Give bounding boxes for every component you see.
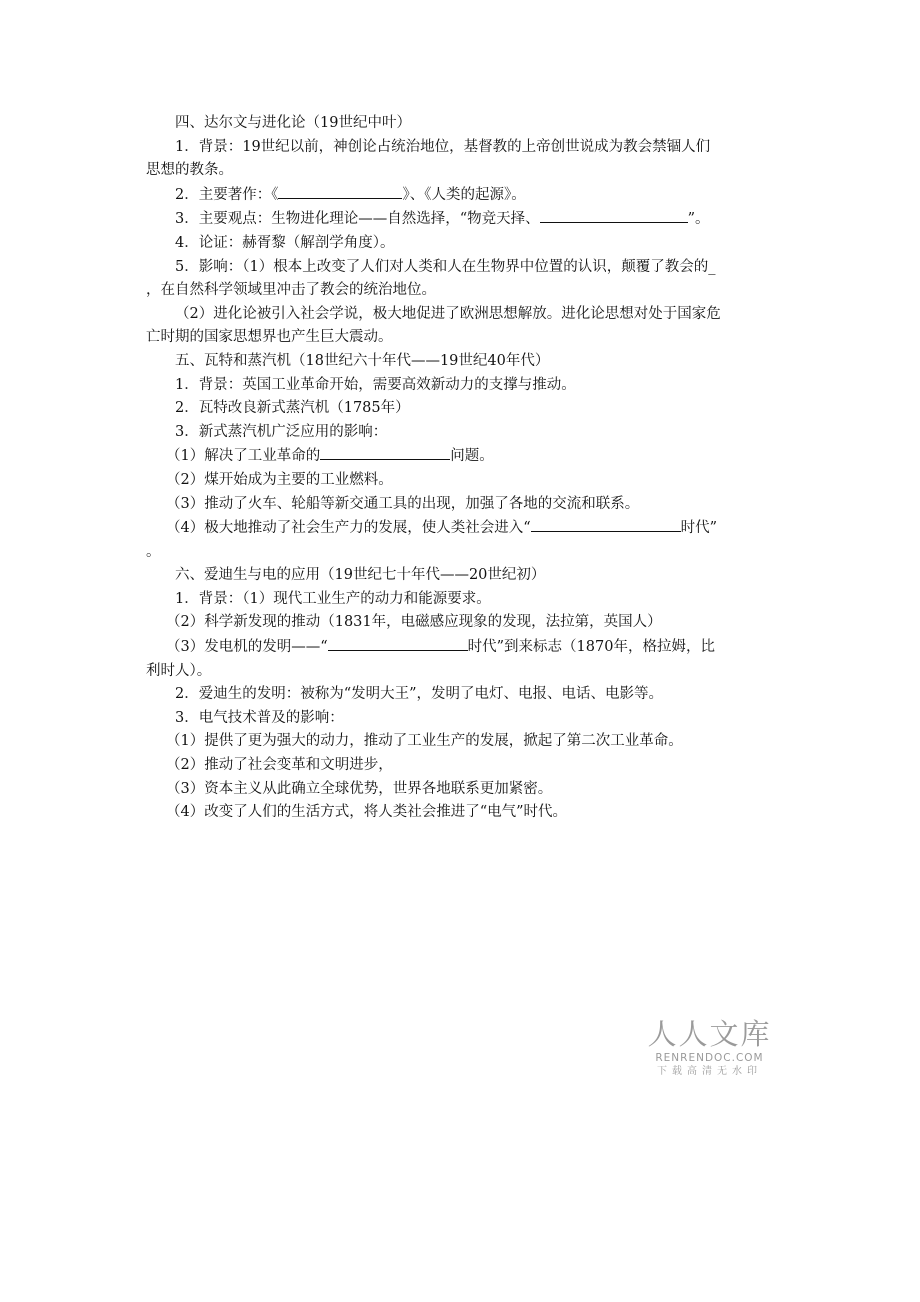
text: 3．主要观点：生物进化理论——自然选择，“物竞天择、 — [175, 211, 540, 228]
paragraph: 3．新式蒸汽机广泛应用的影响： — [175, 423, 388, 440]
paragraph: （2）煤开始成为主要的工业燃料。 — [166, 471, 393, 488]
fill-blank — [531, 516, 681, 532]
paragraph: 5．影响：（1）根本上改变了人们对人类和人在生物界中位置的认识，颠覆了教会的_ — [175, 258, 716, 275]
watermark-logo — [647, 1017, 772, 1079]
paragraph: （4）改变了人们的生活方式，将人类社会推进了“电气”时代。 — [166, 804, 568, 821]
text: 时代”到来标志（1870年，格拉姆，比 — [467, 639, 715, 656]
paragraph — [146, 635, 786, 660]
text: 问题。 — [450, 448, 494, 465]
fill-blank — [328, 635, 468, 651]
paragraph: 2．瓦特改良新式蒸汽机（1785年） — [175, 400, 410, 417]
paragraph: （2）科学新发现的推动（1831年，电磁感应现象的发现，法拉第，英国人） — [166, 614, 662, 631]
paragraph: 1．背景：19世纪以前，神创论占统治地位，基督教的上帝创世说成为教会禁锢人们 — [175, 138, 711, 155]
paragraph — [146, 183, 786, 208]
paragraph: 。 — [146, 543, 161, 560]
paragraph: （2）进化论被引入社会学说，极大地促进了欧洲思想解放。进化论思想对处于国家危 — [175, 305, 721, 322]
text: ”。 — [687, 211, 710, 228]
paragraph: ，在自然科学领域里冲击了教会的统治地位。 — [146, 282, 436, 299]
paragraph: 1．背景：（1）现代工业生产的动力和能源要求。 — [175, 590, 491, 607]
fill-blank — [540, 207, 688, 223]
paragraph: 2．爱迪生的发明：被称为“发明大王”，发明了电灯、电报、电话、电影等。 — [175, 686, 664, 703]
paragraph — [146, 516, 786, 541]
watermark-url: RENRENDOC.COM — [655, 1052, 764, 1064]
paragraph: 亡时期的国家思想界也产生巨大震动。 — [146, 329, 393, 346]
text: 》、《人类的起源》。 — [402, 186, 526, 203]
paragraph: （3）推动了火车、轮船等新交通工具的出现，加强了各地的交流和联系。 — [166, 495, 640, 512]
watermark-title: 人人文库 — [647, 1017, 772, 1051]
watermark-subtitle: 下载高清无水印 — [657, 1066, 762, 1077]
text: （1）解决了工业革命的 — [166, 448, 321, 465]
text: （3）发电机的发明——“ — [166, 639, 328, 656]
paragraph: （3）资本主义从此确立全球优势，世界各地联系更加紧密。 — [166, 780, 553, 797]
paragraph: 1．背景：英国工业革命开始，需要高效新动力的支撑与推动。 — [175, 376, 576, 393]
paragraph: 利时人）。 — [146, 662, 212, 679]
section-heading: 五、瓦特和蒸汽机（18世纪六十年代——19世纪40年代） — [175, 352, 550, 369]
document-body — [146, 112, 786, 825]
paragraph — [146, 207, 786, 232]
text: （4）极大地推动了社会生产力的发展，使人类社会进入“ — [166, 520, 531, 537]
section-heading: 四、达尔文与进化论（19世纪中叶） — [175, 115, 411, 131]
fill-blank — [320, 444, 450, 460]
paragraph: （2）推动了社会变革和文明进步， — [166, 757, 393, 774]
paragraph: 4．论证：赫胥黎（解剖学角度）。 — [175, 234, 395, 251]
text: 时代” — [680, 520, 718, 537]
paragraph: （1）提供了更为强大的动力，推动了工业生产的发展，掀起了第二次工业革命。 — [166, 733, 683, 750]
section-heading: 六、爱迪生与电的应用（19世纪七十年代——20世纪初） — [175, 567, 546, 584]
text: 2．主要著作：《 — [175, 186, 279, 203]
fill-blank — [278, 183, 402, 199]
paragraph: 3．电气技术普及的影响： — [175, 709, 344, 726]
paragraph: 思想的教条。 — [146, 162, 233, 179]
paragraph — [146, 444, 786, 469]
